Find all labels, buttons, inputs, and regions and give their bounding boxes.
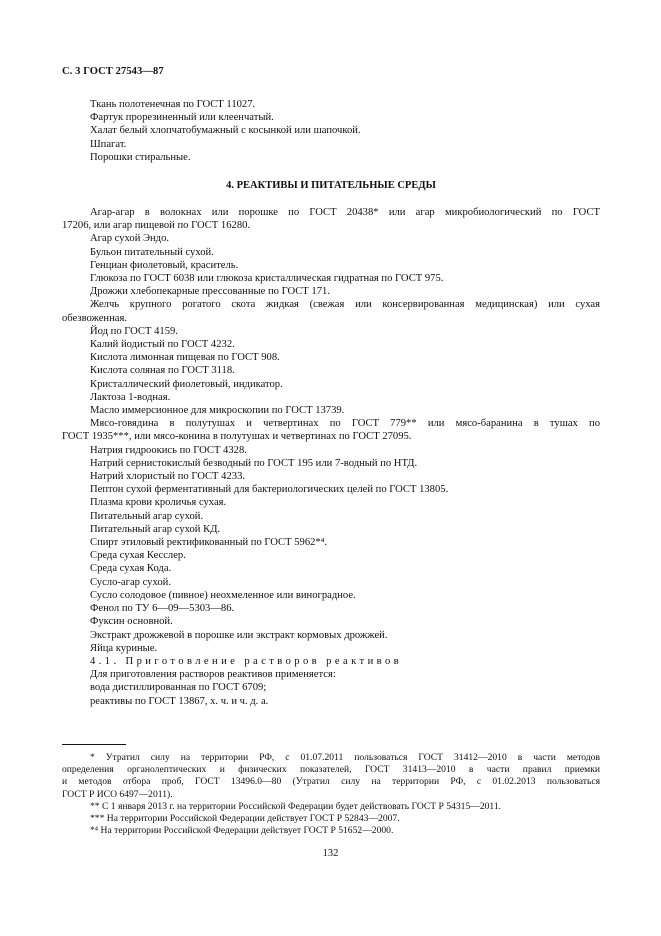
list-item: Калий йодистый по ГОСТ 4232. (90, 339, 235, 351)
list-item: Фуксин основной. (90, 616, 173, 628)
list-item: Питательный агар сухой. (90, 510, 204, 522)
list-item: Шпагат. (90, 138, 127, 150)
reagent-list (62, 206, 600, 708)
text-line: реактивы по ГОСТ 13867, х. ч. и ч. д. а. (90, 695, 269, 707)
subsection-title: 4.1. Приготовление растворов реактивов (90, 655, 403, 667)
list-item: Сусло-агар сухой. (90, 576, 171, 588)
list-item: Порошки стиральные. (90, 151, 191, 163)
footnote-line: ГОСТ Р ИСО 6497—2011). (62, 788, 173, 800)
list-item: Экстракт дрожжевой в порошке или экстракт кормовых дрожжей. (90, 629, 388, 641)
page-number: 132 (322, 848, 339, 859)
footnote-line: ** С 1 января 2013 г. на территории Российской Федерации будет действовать ГОСТ Р 54315—2011. (90, 800, 502, 812)
footnotes (62, 752, 600, 837)
list-item: Бульон питательный сухой. (90, 246, 214, 258)
list-item: Кислота лимонная пищевая по ГОСТ 908. (90, 352, 280, 364)
footnote-divider (62, 744, 126, 745)
list-item: Глюкоза по ГОСТ 6038 или глюкоза кристаллическая гидратная по ГОСТ 975. (90, 273, 444, 285)
text-line: Агар-агар в волокнах или порошке по ГОСТ 20438* или агар микробиологический по ГОСТ (90, 207, 600, 218)
list-item: Среда сухая Кода. (90, 563, 172, 575)
list-item: Спирт этиловый ректификованный по ГОСТ 5962*⁴. (90, 537, 328, 549)
list-item: Лактоза 1-водная. (90, 391, 171, 403)
text-line: Мясо-говядина в полутушах и четвертинах по ГОСТ 779** или мясо-баранина в тушах по (90, 418, 600, 430)
intro-list (62, 98, 600, 164)
list-item: Агар сухой Эндо. (90, 233, 170, 245)
footnote-line: и методов отбора проб, ГОСТ 13496.0—80 (Утратил силу на территории РФ, с 01.02.2013 пользоваться (62, 776, 600, 788)
list-item: Кристаллический фиолетовый, индикатор. (90, 378, 283, 390)
running-title: С. 3 ГОСТ 27543—87 (62, 66, 164, 77)
footnote-line: * Утратил силу на территории РФ, с 01.07.2011 пользоваться ГОСТ 31412—2010 в части методов (90, 752, 600, 763)
list-item: Пептон сухой ферментативный для бактериологических целей по ГОСТ 13805. (90, 484, 449, 496)
section-heading: 4. РЕАКТИВЫ И ПИТАТЕЛЬНЫЕ СРЕДЫ (226, 180, 436, 191)
list-item: Халат белый хлопчатобумажный с косынкой или шапочкой. (90, 125, 361, 137)
text-line: обезвоженная. (62, 312, 127, 324)
list-item: Натрия гидроокись по ГОСТ 4328. (90, 444, 247, 456)
list-item: Яйца куриные. (90, 642, 158, 654)
list-item: Плазма крови кроличья сухая. (90, 497, 227, 509)
list-item: Дрожжи хлебопекарные прессованные по ГОСТ 171. (90, 286, 330, 298)
list-item: Масло иммерсионное для микроскопии по ГОСТ 13739. (90, 405, 345, 417)
footnote-line: *** На территории Российской Федерации действует ГОСТ Р 52843—2007. (90, 813, 400, 825)
list-item: Генциан фиолетовый, краситель. (90, 259, 239, 271)
text-line: 17206, или агар пищевой по ГОСТ 16280. (62, 220, 251, 232)
list-item: Натрий сернистокислый безводный по ГОСТ 195 или 7-водный по НТД. (90, 457, 418, 469)
list-item: Сусло солодовое (пивное) неохмеленное или виноградное. (90, 589, 356, 601)
text-line: вода дистиллированная по ГОСТ 6709; (90, 682, 267, 694)
footnote-line: определения органолептических и физических показателей, ГОСТ 31413—2010 в части правил приемки (62, 764, 600, 776)
list-item: Фенол по ТУ 6—09—5303—86. (90, 603, 235, 615)
text-line: Желчь крупного рогатого скота жидкая (свежая или консервированная медицинская) или сухая (90, 299, 600, 311)
text-line: Для приготовления растворов реактивов применяется: (90, 669, 336, 681)
list-item: Питательный агар сухой КД. (90, 523, 221, 535)
list-item: Кислота соляная по ГОСТ 3118. (90, 365, 235, 377)
list-item: Натрий хлористый по ГОСТ 4233. (90, 471, 246, 483)
list-item: Ткань полотенечная по ГОСТ 11027. (90, 99, 256, 110)
list-item: Йод по ГОСТ 4159. (90, 325, 178, 337)
list-item: Фартук прорезиненный или клеенчатый. (90, 112, 274, 124)
text-line: ГОСТ 1935***, или мясо-конина в полутушах и четвертинах по ГОСТ 27095. (62, 431, 412, 443)
list-item: Среда сухая Кесслер. (90, 550, 186, 562)
footnote-line: *⁴ На территории Российской Федерации действует ГОСТ Р 51652—2000. (90, 825, 394, 837)
